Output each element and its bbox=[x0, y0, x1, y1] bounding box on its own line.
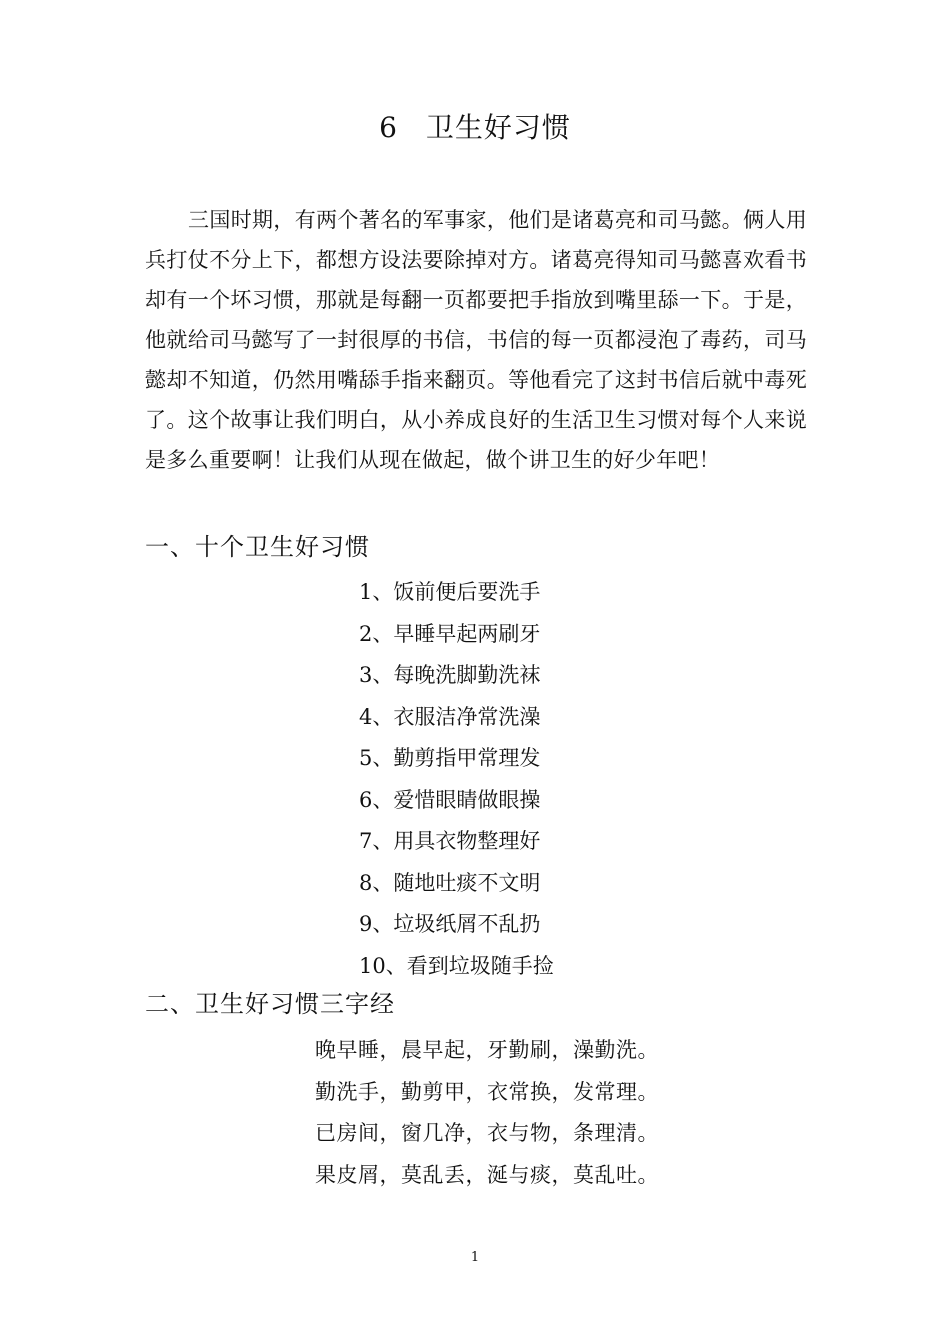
list-item: 4、衣服洁净常洗澡 bbox=[359, 704, 541, 729]
section-heading-three-character-classic: 二、卫生好习惯三字经 bbox=[145, 990, 395, 1018]
page-title bbox=[0, 106, 950, 150]
page-number: 1 bbox=[470, 1250, 480, 1265]
verse-line: 勤洗手，勤剪甲，衣常换，发常理。 bbox=[315, 1079, 659, 1104]
list-item: 10、看到垃圾随手捡 bbox=[359, 953, 554, 978]
section-heading-ten-habits: 一、十个卫生好习惯 bbox=[145, 533, 370, 561]
verse-line: 已房间，窗几净，衣与物，条理清。 bbox=[315, 1121, 659, 1145]
lesson-number: 6 bbox=[379, 111, 398, 144]
list-item: 7、用具衣物整理好 bbox=[359, 829, 541, 853]
verse-line: 晚早睡，晨早起，牙勤刷，澡勤洗。 bbox=[315, 1038, 659, 1062]
list-item: 3、每晚洗脚勤洗袜 bbox=[359, 663, 541, 687]
list-item: 8、随地吐痰不文明 bbox=[359, 870, 541, 895]
list-item: 5、勤剪指甲常理发 bbox=[359, 746, 541, 770]
habit-list bbox=[359, 572, 554, 987]
list-item: 6、爱惜眼睛做眼操 bbox=[359, 787, 541, 812]
list-item: 9、垃圾纸屑不乱扔 bbox=[359, 912, 541, 936]
intro-paragraph: 三国时期，有两个著名的军事家，他们是诸葛亮和司马懿。俩人用兵打仗不分上下，都想方设法要除掉对方。诸葛亮得知司马懿喜欢看书却有一个坏习惯，那就是每翻一页都要把手指放到嘴里舔一下。于是，他就给司马懿写了一封很厚的书信，书信的每一页都浸泡了毒药，司马懿却不知道，仍然用嘴舔手指来翻页。等他看完了这封书信后就中毒死了。这个故事让我们明白，从小养成良好的生活卫生习惯对每个人来说是多么重要啊！让我们从现在做起，做个讲卫生的好少年吧！ bbox=[145, 208, 807, 472]
list-item: 2、早睡早起两刷牙 bbox=[359, 621, 541, 646]
lesson-title-text: 卫生好习惯 bbox=[425, 111, 571, 144]
list-item: 1、饭前便后要洗手 bbox=[359, 580, 541, 604]
verse-line: 果皮屑，莫乱丢，涎与痰，莫乱吐。 bbox=[315, 1162, 659, 1187]
verse-list bbox=[315, 1030, 659, 1196]
